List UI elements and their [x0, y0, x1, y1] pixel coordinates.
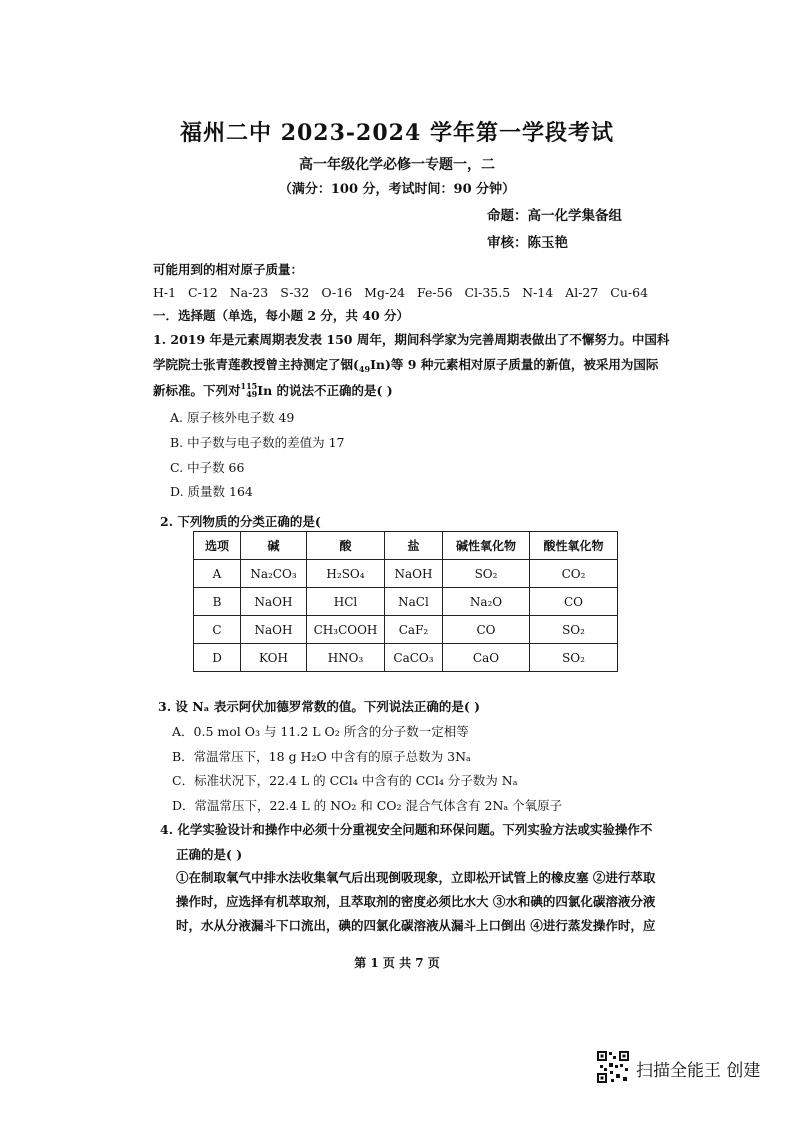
isotope-symbol: 115 49 [240, 381, 258, 399]
q1-line3b: In 的说法不正确的是( ) [257, 383, 393, 398]
q4-line1: 4. 化学实验设计和操作中必须十分重视安全问题和环保问题。下列实验方法或实验操作不 [160, 822, 653, 837]
col-header: 碱性氧化物 [443, 532, 530, 560]
table-cell: NaCl [385, 588, 443, 616]
q3-option-c: C．标准状况下，22.4 L 的 CCl₄ 中含有的 CCl₄ 分子数为 Nₐ [172, 773, 518, 788]
table-cell: SO₂ [443, 560, 530, 588]
q1-line1: 1. 2019 年是元素周期表发表 150 周年，期间科学家为完善周期表做出了不懈努力。中国科 [153, 332, 670, 347]
table-row [194, 560, 618, 588]
qr-code-icon [596, 1050, 630, 1084]
table-cell: Na₂O [443, 588, 530, 616]
exam-subtitle: 高一年级化学必修一专题一，二 [299, 157, 495, 173]
table-cell: CaF₂ [385, 616, 443, 644]
classification-table [193, 531, 618, 672]
page-footer: 第 1 页 共 7 页 [354, 956, 440, 970]
col-header: 酸性氧化物 [530, 532, 618, 560]
table-cell: D [194, 644, 241, 672]
q4-line2: 正确的是( ) [176, 847, 243, 862]
q4-line5: 时，水从分液漏斗下口流出，碘的四氯化碳溶液从漏斗上口倒出 ④进行蒸发操作时，应 [176, 918, 656, 933]
table-cell: CaCO₃ [385, 644, 443, 672]
table-cell: SO₂ [530, 644, 618, 672]
col-header: 碱 [241, 532, 307, 560]
table-row [194, 588, 618, 616]
table-cell: C [194, 616, 241, 644]
q1-option-b: B. 中子数与电子数的差值为 17 [170, 435, 345, 450]
table-row [194, 644, 618, 672]
table-cell: CH₃COOH [307, 616, 385, 644]
exam-info: （满分：100 分，考试时间：90 分钟） [278, 182, 516, 197]
q1-line3 [153, 381, 393, 399]
q1-option-d: D. 质量数 164 [170, 484, 253, 499]
table-cell: NaOH [385, 560, 443, 588]
q1-line2 [153, 355, 658, 374]
q1-line2a: 学院院士张青莲教授曾主持测定了铟( [153, 357, 359, 372]
q4-line3: ①在制取氧气中排水法收集氧气后出现倒吸现象，立即松开试管上的橡皮塞 ②进行萃取 [176, 870, 656, 885]
q2-stem: 2. 下列物质的分类正确的是( [160, 514, 321, 529]
q4-line4: 操作时，应选择有机萃取剂，且萃取剂的密度必须比水大 ③水和碘的四氯化碳溶液分液 [176, 894, 656, 909]
masses-label: 可能用到的相对原子质量： [153, 262, 304, 277]
table-cell: B [194, 588, 241, 616]
q1-option-a: A. 原子核外电子数 49 [170, 410, 295, 425]
table-cell: SO₂ [530, 616, 618, 644]
q3-option-b: B．常温常压下，18 g H₂O 中含有的原子总数为 3Nₐ [172, 749, 471, 764]
section-heading: 一．选择题（单选，每小题 2 分，共 40 分） [153, 308, 410, 323]
exam-title: 福州二中 2023-2024 学年第一学段考试 [180, 120, 614, 146]
setter-line: 命题：高一化学集备组 [487, 208, 622, 224]
table-cell: CO [530, 588, 618, 616]
col-header: 选项 [194, 532, 241, 560]
scanner-watermark: 扫描全能王 创建 [636, 1061, 761, 1081]
masses-list: H-1 C-12 Na-23 S-32 O-16 Mg-24 Fe-56 Cl-35.5 N-14 Al-27 Cu-64 [153, 285, 649, 300]
table-cell: NaOH [241, 588, 307, 616]
table-cell: HCl [307, 588, 385, 616]
table-cell: KOH [241, 644, 307, 672]
q3-stem: 3. 设 Nₐ 表示阿伏加德罗常数的值。下列说法正确的是( ) [158, 699, 481, 714]
table-cell: H₂SO₄ [307, 560, 385, 588]
col-header: 盐 [385, 532, 443, 560]
table-header-row [194, 532, 618, 560]
table-cell: A [194, 560, 241, 588]
table-row [194, 616, 618, 644]
q1-line3a: 新标准。下列对 [153, 383, 241, 398]
table-cell: CO₂ [530, 560, 618, 588]
q3-option-d: D．常温常压下，22.4 L 的 NO₂ 和 CO₂ 混合气体含有 2Nₐ 个氧原子 [172, 798, 563, 813]
isotope-symbol-sub: 49 [358, 364, 371, 374]
q1-option-c: C. 中子数 66 [170, 460, 245, 475]
table-cell: CO [443, 616, 530, 644]
q1-line2b: In)等 9 种元素相对原子质量的新值，被采用为国际 [370, 357, 659, 372]
table-cell: CaO [443, 644, 530, 672]
table-cell: Na₂CO₃ [241, 560, 307, 588]
q3-option-a: A．0.5 mol O₃ 与 11.2 L O₂ 所含的分子数一定相等 [172, 724, 469, 739]
table-cell: NaOH [241, 616, 307, 644]
col-header: 酸 [307, 532, 385, 560]
reviewer-line: 审核：陈玉艳 [487, 235, 568, 251]
table-cell: HNO₃ [307, 644, 385, 672]
